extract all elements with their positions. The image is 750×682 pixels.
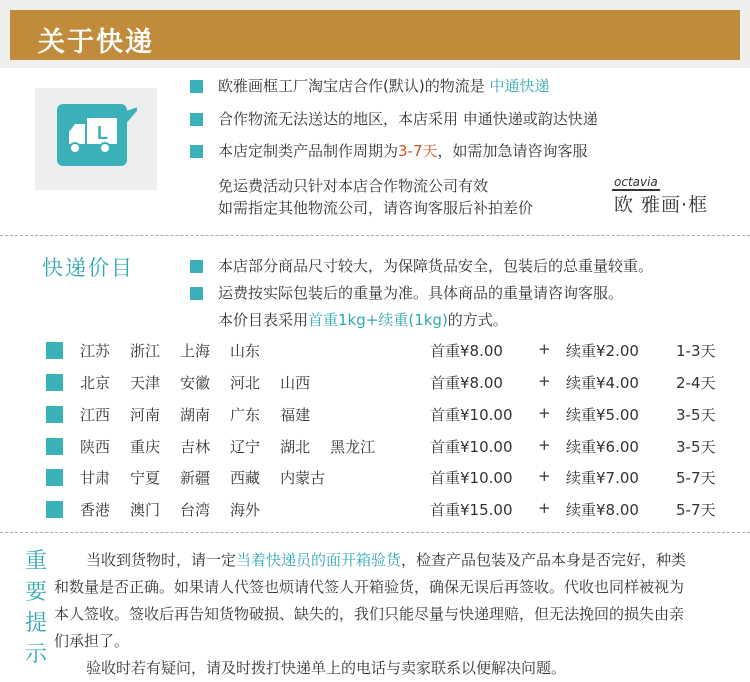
plus-sign: + [538,467,551,485]
region-name: 北京 [80,374,111,392]
region-name: 内蒙古 [280,469,326,487]
notice-title: 重 要 提 示 [24,549,47,667]
production-period: 3-7天 [398,142,438,160]
region-name: 台湾 [180,501,211,519]
price-row [46,340,736,362]
region-name: 广东 [230,406,261,424]
region-name: 河北 [230,374,261,392]
delivery-days: 1-3天 [676,342,716,360]
bullet-square [46,406,63,423]
region-name: 福建 [280,406,311,424]
region-list [80,404,330,425]
region-name: 宁夏 [130,469,161,487]
first-weight-price: 首重¥8.00 [430,342,503,360]
weight-method-highlight: 首重1kg+续重(1kg) [308,311,448,329]
price-row [46,436,736,458]
bullet-square [190,113,203,126]
plus-sign: + [538,372,551,390]
first-weight-price: 首重¥8.00 [430,374,503,392]
region-name: 澳门 [130,501,161,519]
region-list [80,467,345,488]
price-row [46,467,736,489]
region-name: 海外 [230,501,261,519]
first-weight-price: 首重¥10.00 [430,469,513,487]
region-name: 浙江 [130,342,161,360]
intro-line-4: 免运费活动只针对本店合作物流公司有效 [218,177,489,195]
carrier-highlight: 中通快递 [489,77,550,95]
brand-logo-en: octavia [614,175,658,189]
additional-weight-price: 续重¥7.00 [566,469,639,487]
bullet-square [46,374,63,391]
plus-sign: + [538,340,551,358]
delivery-truck-icon [57,94,137,184]
region-name: 重庆 [130,438,161,456]
delivery-days: 3-5天 [676,438,716,456]
header-banner [10,10,740,60]
price-row [46,404,736,426]
additional-weight-price: 续重¥4.00 [566,374,639,392]
additional-weight-price: 续重¥6.00 [566,438,639,456]
region-name: 山西 [280,374,311,392]
region-name: 陕西 [80,438,111,456]
additional-weight-price: 续重¥5.00 [566,406,639,424]
notice-paragraph-1: 当收到货物时，请一定当着快递员的面开箱验货，检查产品包装及产品本身是否完好，种类和数量是否正确。如果请人代签也烦请代签人开箱验货，确保无误后再签收。代收也同样被视为本人签收。签收后再告知货物破损、缺失的，我们只能尽量与快递理赔，但无法挽回的损失由亲们承担了。 [54,551,687,650]
bullet-square [46,501,63,518]
region-name: 黑龙江 [330,438,376,456]
brand-logo [612,175,732,216]
region-name: 湖北 [280,438,311,456]
inspect-highlight: 当着快递员的面开箱验货 [236,551,402,569]
additional-weight-price: 续重¥2.00 [566,342,639,360]
region-name: 河南 [130,406,161,424]
page-title: 关于快递 [38,27,154,58]
region-list [80,499,280,520]
price-section-title: 快递价目 [42,256,134,280]
bullet-square [46,469,63,486]
delivery-days: 5-7天 [676,501,716,519]
intro-line-2: 合作物流无法送达的地区，本店采用 申通快递或韵达快递 [190,109,598,129]
intro-line-3: 本店定制类产品制作周期为3-7天，如需加急请咨询客服 [190,141,588,161]
region-name: 山东 [230,342,261,360]
delivery-days: 3-5天 [676,406,716,424]
brand-logo-cn: 欧 雅画·框 [614,194,709,216]
additional-weight-price: 续重¥8.00 [566,501,639,519]
notice-body [54,547,694,682]
bullet-square [190,145,203,158]
region-name: 湖南 [180,406,211,424]
region-name: 吉林 [180,438,211,456]
plus-sign: + [538,499,551,517]
bullet-square [190,80,203,93]
region-name: 辽宁 [230,438,261,456]
price-note-1: 本店部分商品尺寸较大，为保障货品安全，包装后的总重量较重。 [190,256,653,276]
header-bar [0,0,750,68]
region-name: 西藏 [230,469,261,487]
region-name: 甘肃 [80,469,111,487]
region-list [80,436,395,457]
truck-letter: L [97,123,108,143]
price-note-3: 本价目表采用首重1kg+续重(1kg)的方式。 [218,311,508,329]
bullet-square [46,342,63,359]
intro-line-1: 欧雅画框工厂淘宝店合作(默认)的物流是 中通快递 [190,76,550,96]
region-name: 江西 [80,406,111,424]
divider [0,532,750,533]
notice-paragraph-2: 验收时若有疑问，请及时拨打快递单上的电话与卖家联系以便解决问题。 [86,659,567,677]
bullet-square [190,260,203,273]
region-name: 香港 [80,501,111,519]
delivery-icon-box [35,88,157,190]
region-name: 天津 [130,374,161,392]
region-name: 江苏 [80,342,111,360]
first-weight-price: 首重¥10.00 [430,438,513,456]
intro-line-5: 如需指定其他物流公司，请咨询客服后补拍差价 [218,199,534,217]
delivery-days: 2-4天 [676,374,716,392]
region-name: 新疆 [180,469,211,487]
region-list [80,340,280,361]
price-row [46,372,736,394]
region-list [80,372,330,393]
price-note-2: 运费按实际包装后的重量为准。具体商品的重量请咨询客服。 [190,283,623,303]
region-name: 上海 [180,342,211,360]
bullet-square [190,287,203,300]
first-weight-price: 首重¥10.00 [430,406,513,424]
plus-sign: + [538,436,551,454]
delivery-days: 5-7天 [676,469,716,487]
bullet-square [46,438,63,455]
region-name: 安徽 [180,374,211,392]
first-weight-price: 首重¥15.00 [430,501,513,519]
price-row [46,499,736,521]
divider [0,235,750,236]
plus-sign: + [538,404,551,422]
